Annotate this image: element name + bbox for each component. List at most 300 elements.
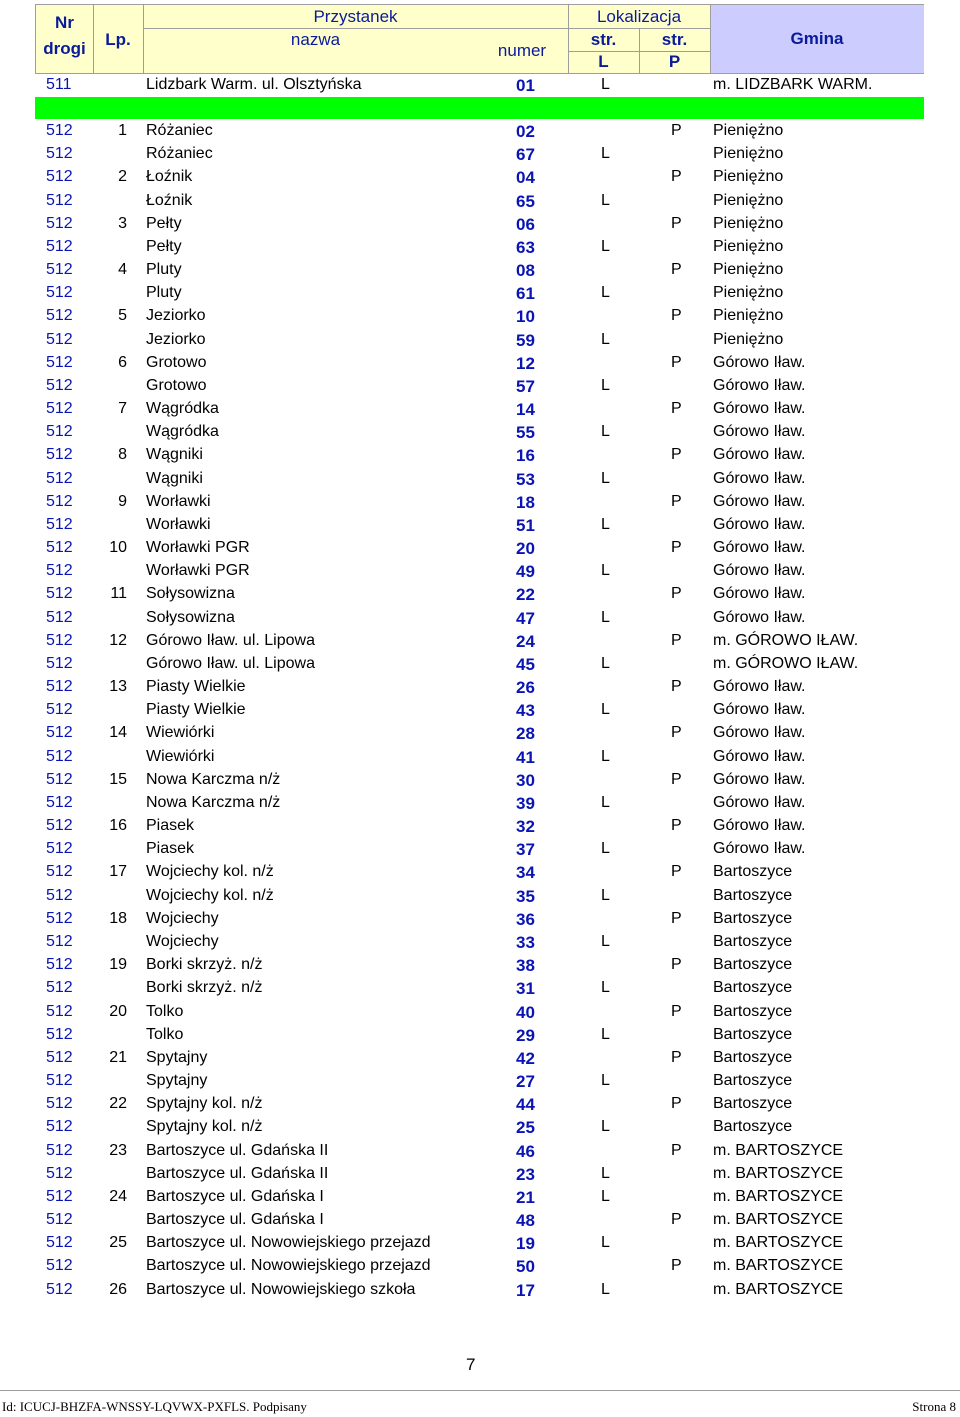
footer-page: Strona 8 (912, 1399, 956, 1414)
cell-lp: 22 (109, 1095, 127, 1113)
table-row (35, 977, 924, 1000)
table-row (35, 746, 924, 769)
cell-numer: 67 (516, 145, 535, 165)
cell-numer: 51 (516, 515, 535, 535)
cell-nr: 512 (46, 1141, 73, 1159)
cell-nr: 512 (46, 585, 73, 603)
table-row (35, 1024, 924, 1047)
cell-gmina: m. BARTOSZYCE (713, 1234, 844, 1252)
cell-numer: 12 (516, 353, 535, 373)
cell-gmina: Górowo Iław. (713, 793, 806, 811)
cell-numer: 61 (516, 284, 535, 304)
cell-name: Wojciechy (146, 933, 219, 950)
cell-side: L (601, 608, 610, 626)
cell-name: Pluty (146, 284, 182, 302)
cell-numer: 33 (516, 933, 535, 952)
table-row (35, 190, 924, 213)
table-row (35, 514, 924, 537)
cell-gmina: m. GÓROWO IŁAW. (713, 631, 859, 649)
cell-numer: 30 (516, 770, 535, 790)
cell-nr: 512 (46, 168, 73, 186)
cell-nr: 512 (46, 1072, 73, 1089)
cell-numer: 18 (516, 492, 535, 512)
table-row (35, 630, 924, 653)
cell-name: Wiewiórki (146, 724, 215, 742)
cell-side: L (601, 979, 610, 997)
cell-nr: 512 (46, 1234, 73, 1252)
cell-gmina: Górowo Iław. (713, 747, 806, 765)
cell-side: P (671, 446, 682, 464)
cell-numer: 57 (516, 376, 535, 396)
cell-lp: 11 (110, 585, 127, 603)
cell-name: Górowo Iław. ul. Lipowa (146, 631, 315, 649)
cell-lp: 8 (118, 446, 127, 464)
cell-side: L (601, 330, 610, 348)
table-row (35, 722, 924, 745)
cell-name: Bartoszyce ul. Nowowiejskiego przejazd (146, 1234, 431, 1252)
cell-gmina: Bartoszyce (713, 886, 793, 904)
cell-name: Bartoszyce ul. Gdańska I (146, 1187, 324, 1205)
cell-numer: 23 (516, 1164, 535, 1184)
cell-nr: 512 (46, 956, 73, 974)
table-row (35, 560, 924, 583)
cell-nr: 512 (46, 145, 73, 163)
cell-gmina: Bartoszyce (713, 1072, 793, 1089)
cell-numer: 10 (516, 307, 535, 327)
cell-gmina: Górowo Iław. (713, 469, 806, 487)
cell-lp: 10 (109, 539, 127, 557)
cell-name: Górowo Iław. ul. Lipowa (146, 654, 315, 672)
header-lp: Lp. (105, 30, 131, 49)
cell-name: Worławki (146, 515, 211, 533)
table-row (35, 375, 924, 398)
cell-nr: 512 (46, 817, 73, 835)
cell-numer: 08 (516, 261, 535, 280)
cell-name: Spytajny (146, 1048, 208, 1066)
cell-lp: 15 (109, 770, 127, 788)
cell-gmina: m. BARTOSZYCE (713, 1141, 844, 1159)
header-lokalizacja: Lokalizacja (596, 6, 682, 26)
cell-nr: 512 (46, 446, 73, 464)
cell-side: L (601, 1234, 610, 1252)
cell-side: P (671, 492, 682, 510)
cell-name: Wągródka (146, 400, 219, 417)
cell-nr: 512 (46, 678, 73, 696)
cell-numer: 32 (516, 817, 535, 837)
cell-lp: 17 (109, 863, 127, 881)
cell-name: Wiewiórki (146, 747, 215, 765)
cell-name: Wojciechy (146, 909, 219, 927)
cell-gmina: Pieniężno (713, 330, 784, 348)
cell-lp: 5 (118, 307, 127, 325)
cell-numer: 04 (516, 168, 535, 188)
cell-nr: 511 (46, 76, 72, 93)
cell-name: Bartoszyce ul. Gdańska II (146, 1164, 329, 1182)
cell-numer: 48 (516, 1211, 535, 1230)
cell-side: P (671, 631, 682, 649)
table-row (35, 236, 924, 259)
cell-name: Spytajny (146, 1072, 208, 1089)
cell-name: Worławki PGR (146, 539, 250, 557)
cell-side: L (601, 1118, 610, 1136)
cell-lp: 24 (109, 1187, 127, 1205)
footer-divider (0, 1390, 960, 1391)
cell-nr: 512 (46, 376, 73, 394)
cell-numer: 47 (516, 608, 535, 628)
cell-name: Lidzbark Warm. ul. Olsztyńska (146, 76, 362, 93)
cell-nr: 512 (46, 724, 73, 742)
table-row (35, 74, 924, 97)
cell-nr: 512 (46, 747, 73, 765)
cell-numer: 53 (516, 469, 535, 489)
header-numer: numer (497, 41, 547, 60)
cell-numer: 17 (516, 1280, 535, 1300)
cell-nr: 512 (46, 1025, 73, 1043)
cell-lp: 23 (109, 1141, 127, 1159)
cell-side: L (601, 76, 610, 93)
cell-side: P (671, 956, 682, 974)
cell-gmina: Górowo Iław. (713, 678, 806, 696)
header-nr: Nr (55, 13, 74, 32)
cell-numer: 06 (516, 214, 535, 234)
cell-name: Bartoszyce ul. Gdańska I (146, 1211, 324, 1228)
cell-side: L (601, 840, 610, 858)
cell-numer: 24 (516, 631, 535, 651)
table-row (35, 398, 924, 421)
header-str-right: str. (661, 29, 688, 49)
cell-nr: 512 (46, 1280, 73, 1298)
cell-name: Pełty (146, 237, 182, 255)
cell-name: Sołysowizna (146, 585, 235, 603)
cell-name: Nowa Karczma n/ż (146, 793, 281, 811)
table-row (35, 444, 924, 467)
cell-nr: 512 (46, 1048, 73, 1066)
cell-gmina: Bartoszyce (713, 933, 793, 950)
table-row (35, 1140, 924, 1163)
header-przystanek: Przystanek (313, 6, 398, 26)
cell-side: L (601, 284, 610, 302)
cell-side: L (601, 747, 610, 765)
cell-numer: 45 (516, 654, 535, 674)
cell-nr: 512 (46, 1187, 73, 1205)
table-row (35, 1093, 924, 1116)
cell-name: Spytajny kol. n/ż (146, 1095, 263, 1113)
cell-gmina: Górowo Iław. (713, 515, 806, 533)
table-row (35, 1001, 924, 1024)
cell-name: Tolko (146, 1002, 184, 1020)
cell-side: P (671, 400, 682, 417)
cell-name: Łoźnik (146, 191, 193, 209)
cell-name: Sołysowizna (146, 608, 235, 626)
cell-side: L (601, 793, 610, 811)
cell-name: Tolko (146, 1025, 184, 1043)
cell-side: P (671, 585, 682, 603)
cell-side: L (601, 237, 610, 255)
cell-lp: 4 (118, 261, 127, 278)
cell-side: L (601, 1187, 610, 1205)
cell-nr: 512 (46, 214, 73, 232)
cell-nr: 512 (46, 284, 73, 302)
table-row (35, 653, 924, 676)
cell-side: P (671, 909, 682, 927)
cell-name: Borki skrzyż. n/ż (146, 956, 263, 974)
cell-name: Wągródka (146, 423, 219, 441)
cell-name: Wągniki (146, 469, 203, 487)
table-row (35, 120, 924, 143)
cell-numer: 27 (516, 1072, 535, 1091)
cell-nr: 512 (46, 631, 73, 649)
cell-nr: 512 (46, 863, 73, 881)
cell-nr: 512 (46, 909, 73, 927)
cell-lp: 6 (118, 353, 127, 371)
cell-gmina: Pieniężno (713, 122, 784, 139)
cell-name: Bartoszyce ul. Gdańska II (146, 1141, 329, 1159)
table-row (35, 838, 924, 861)
cell-name: Borki skrzyż. n/ż (146, 979, 263, 997)
cell-gmina: Bartoszyce (713, 1002, 793, 1020)
cell-numer: 34 (516, 863, 535, 883)
cell-name: Bartoszyce ul. Nowowiejskiego szkoła (146, 1280, 416, 1298)
cell-numer: 46 (516, 1141, 535, 1161)
cell-name: Piasty Wielkie (146, 701, 246, 719)
cell-gmina: Górowo Iław. (713, 585, 806, 603)
cell-gmina: m. BARTOSZYCE (713, 1211, 844, 1228)
table-row (35, 305, 924, 328)
table-row (35, 885, 924, 908)
table-row (35, 954, 924, 977)
cell-gmina: Bartoszyce (713, 1025, 793, 1043)
cell-side: P (671, 1048, 682, 1066)
table-row (35, 1255, 924, 1278)
cell-nr: 512 (46, 423, 73, 441)
cell-side: P (671, 261, 682, 278)
cell-side: L (601, 933, 610, 950)
table-row (35, 421, 924, 444)
cell-name: Worławki PGR (146, 562, 250, 580)
cell-nr: 512 (46, 654, 73, 672)
table-row (35, 1186, 924, 1209)
cell-name: Wojciechy kol. n/ż (146, 863, 274, 881)
cell-side: L (601, 423, 610, 441)
table-row (35, 491, 924, 514)
cell-gmina: Górowo Iław. (713, 562, 806, 580)
table-row (35, 1209, 924, 1232)
cell-numer: 28 (516, 724, 535, 744)
cell-numer: 36 (516, 909, 535, 929)
cell-nr: 512 (46, 770, 73, 788)
table-row (35, 1163, 924, 1186)
cell-gmina: Górowo Iław. (713, 353, 806, 371)
cell-side: L (601, 1164, 610, 1182)
cell-name: Jeziorko (146, 307, 206, 325)
footer-id: Id: ICUCJ-BHZFA-WNSSY-LQVWX-PXFLS. Podpisany (2, 1399, 307, 1414)
cell-gmina: Bartoszyce (713, 909, 793, 927)
cell-numer: 21 (516, 1187, 535, 1207)
cell-side: L (601, 469, 610, 487)
table-row (35, 329, 924, 352)
cell-numer: 55 (516, 423, 535, 443)
cell-lp: 2 (118, 168, 127, 186)
table-row (35, 792, 924, 815)
cell-side: P (671, 1002, 682, 1020)
cell-nr: 512 (46, 1095, 73, 1113)
cell-numer: 49 (516, 562, 535, 582)
cell-name: Piasek (146, 817, 195, 835)
table-row (35, 468, 924, 491)
cell-gmina: Bartoszyce (713, 956, 793, 974)
cell-gmina: Pieniężno (713, 284, 784, 302)
cell-gmina: Górowo Iław. (713, 701, 806, 719)
cell-nr: 512 (46, 701, 73, 719)
cell-side: P (671, 214, 682, 232)
cell-numer: 14 (516, 400, 535, 419)
separator-bar (35, 97, 924, 119)
cell-side: P (671, 863, 682, 881)
cell-gmina: m. BARTOSZYCE (713, 1280, 844, 1298)
cell-side: L (601, 145, 610, 163)
cell-gmina: Bartoszyce (713, 1048, 793, 1066)
cell-numer: 63 (516, 237, 535, 257)
cell-gmina: Górowo Iław. (713, 423, 806, 441)
table-row (35, 931, 924, 954)
cell-gmina: Górowo Iław. (713, 492, 806, 510)
cell-side: L (601, 654, 610, 672)
header-p: P (668, 52, 681, 71)
cell-nr: 512 (46, 539, 73, 557)
cell-side: L (601, 701, 610, 719)
cell-lp: 3 (118, 214, 127, 232)
cell-nr: 512 (46, 515, 73, 533)
cell-nr: 512 (46, 562, 73, 580)
cell-name: Grotowo (146, 376, 207, 394)
cell-gmina: Bartoszyce (713, 979, 793, 997)
table-row (35, 815, 924, 838)
cell-nr: 512 (46, 492, 73, 510)
cell-numer: 35 (516, 886, 535, 906)
cell-side: L (601, 1025, 610, 1043)
cell-numer: 25 (516, 1118, 535, 1138)
cell-lp: 20 (109, 1002, 127, 1020)
cell-gmina: m. LIDZBARK WARM. (713, 76, 873, 93)
table-row (35, 908, 924, 931)
cell-numer: 19 (516, 1234, 535, 1254)
table-header (35, 4, 924, 74)
cell-gmina: Górowo Iław. (713, 840, 806, 858)
cell-numer: 59 (516, 330, 535, 350)
header-gmina: Gmina (790, 29, 844, 48)
cell-side: P (671, 1095, 682, 1113)
cell-lp: 18 (109, 909, 127, 927)
cell-gmina: Górowo Iław. (713, 608, 806, 626)
table-row (35, 213, 924, 236)
header-l: L (598, 52, 609, 71)
cell-side: P (671, 1257, 682, 1275)
cell-nr: 512 (46, 1164, 73, 1182)
cell-nr: 512 (46, 979, 73, 997)
cell-numer: 44 (516, 1095, 535, 1115)
cell-name: Jeziorko (146, 330, 206, 348)
cell-nr: 512 (46, 1211, 73, 1228)
cell-lp: 26 (109, 1280, 127, 1298)
cell-nr: 512 (46, 307, 73, 325)
cell-gmina: Górowo Iław. (713, 817, 806, 835)
table-row (35, 607, 924, 630)
cell-side: L (601, 191, 610, 209)
cell-side: P (671, 724, 682, 742)
cell-nr: 512 (46, 886, 73, 904)
cell-side: P (671, 353, 682, 371)
cell-name: Łoźnik (146, 168, 193, 186)
cell-numer: 20 (516, 539, 535, 559)
table-row (35, 1279, 924, 1302)
cell-gmina: Górowo Iław. (713, 446, 806, 464)
cell-name: Piasty Wielkie (146, 678, 246, 696)
cell-numer: 22 (516, 585, 535, 605)
table-row (35, 166, 924, 189)
table-row (35, 1047, 924, 1070)
cell-gmina: m. GÓROWO IŁAW. (713, 654, 859, 672)
header-drogi: drogi (43, 39, 86, 58)
cell-side: P (671, 539, 682, 557)
cell-numer: 43 (516, 701, 535, 721)
cell-side: L (601, 1072, 610, 1089)
cell-numer: 39 (516, 793, 535, 813)
cell-name: Bartoszyce ul. Nowowiejskiego przejazd (146, 1257, 431, 1275)
cell-side: L (601, 562, 610, 580)
table-row (35, 537, 924, 560)
cell-lp: 14 (109, 724, 127, 742)
cell-numer: 16 (516, 446, 535, 466)
cell-side: P (671, 1211, 682, 1228)
cell-name: Grotowo (146, 353, 207, 371)
page-number: 7 (466, 1355, 476, 1374)
cell-gmina: Pieniężno (713, 191, 784, 209)
table-row (35, 143, 924, 166)
cell-nr: 512 (46, 330, 73, 348)
cell-name: Spytajny kol. n/ż (146, 1118, 263, 1136)
cell-gmina: m. BARTOSZYCE (713, 1257, 844, 1275)
cell-numer: 37 (516, 840, 535, 860)
cell-gmina: Pieniężno (713, 307, 784, 325)
cell-nr: 512 (46, 122, 73, 139)
cell-numer: 26 (516, 678, 535, 698)
cell-numer: 50 (516, 1257, 535, 1277)
cell-side: P (671, 678, 682, 696)
cell-nr: 512 (46, 400, 73, 417)
table-row (35, 699, 924, 722)
cell-nr: 512 (46, 191, 73, 209)
cell-gmina: Górowo Iław. (713, 400, 806, 417)
cell-lp: 7 (118, 400, 127, 417)
cell-nr: 512 (46, 840, 73, 858)
cell-gmina: Górowo Iław. (713, 724, 806, 742)
cell-gmina: Pieniężno (713, 214, 784, 232)
cell-gmina: m. BARTOSZYCE (713, 1187, 844, 1205)
cell-name: Pełty (146, 214, 182, 232)
cell-side: P (671, 817, 682, 835)
cell-nr: 512 (46, 261, 73, 278)
cell-gmina: Bartoszyce (713, 1118, 793, 1136)
table-row (35, 1116, 924, 1139)
cell-numer: 31 (516, 979, 535, 999)
cell-lp: 9 (118, 492, 127, 510)
cell-side: L (601, 886, 610, 904)
cell-side: P (671, 168, 682, 186)
cell-name: Różaniec (146, 145, 213, 163)
cell-gmina: Pieniężno (713, 145, 784, 163)
cell-gmina: Pieniężno (713, 261, 784, 278)
table-row (35, 352, 924, 375)
